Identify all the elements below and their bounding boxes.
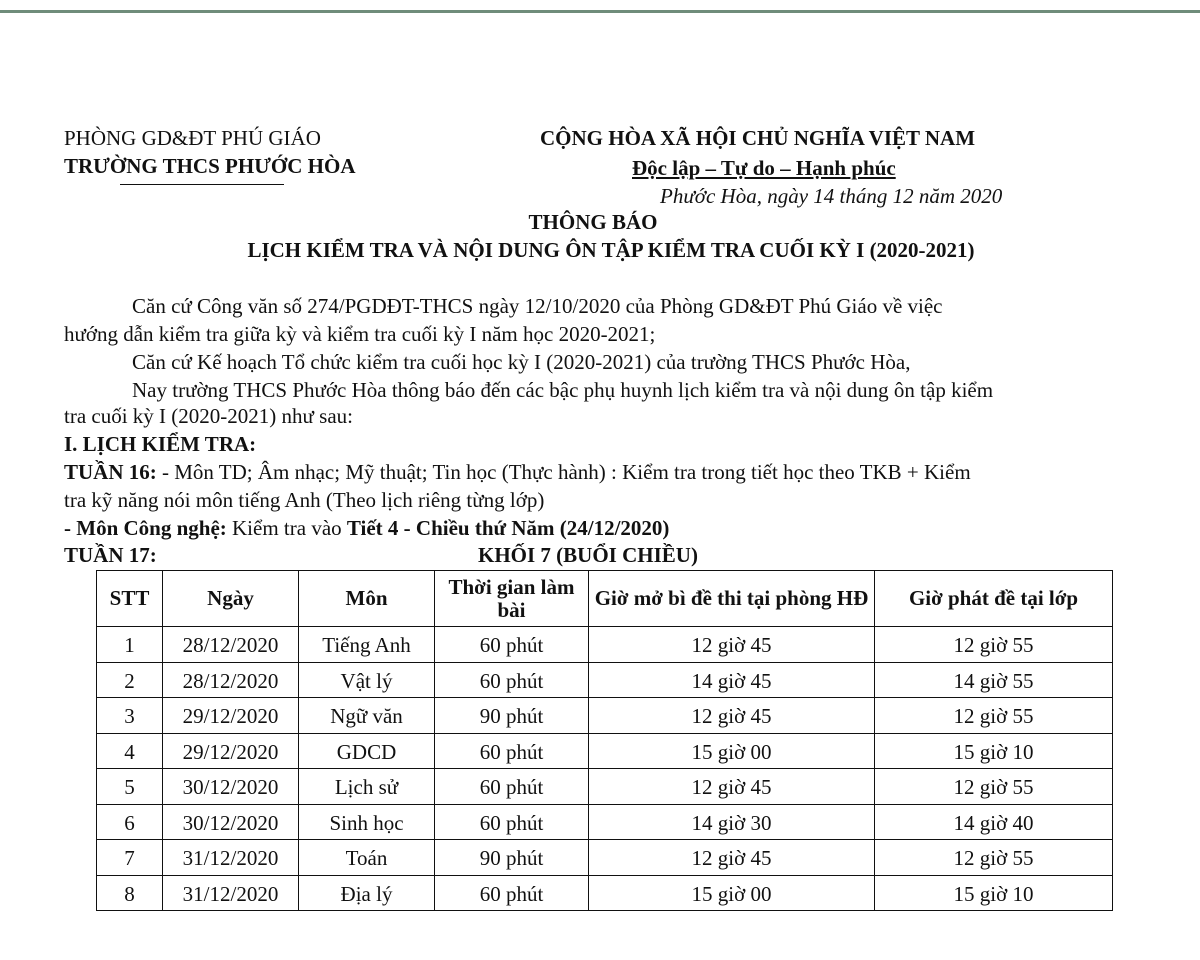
cell-distribute-time: 15 giờ 10	[875, 875, 1113, 911]
notice-title: THÔNG BÁO	[528, 210, 658, 234]
cell-distribute-time: 14 giờ 40	[875, 804, 1113, 840]
cell-stt: 1	[97, 627, 163, 663]
cell-stt: 5	[97, 769, 163, 805]
cell-subject: Ngữ văn	[299, 698, 435, 734]
cell-stt: 8	[97, 875, 163, 911]
cell-subject: GDCD	[299, 733, 435, 769]
basis-paragraph-2: Căn cứ Kế hoạch Tổ chức kiểm tra cuối học kỳ I (2020-2021) của trường THCS Phước Hòa,	[132, 350, 911, 374]
cell-duration: 90 phút	[435, 840, 589, 876]
cell-stt: 3	[97, 698, 163, 734]
cell-open-time: 15 giờ 00	[589, 733, 875, 769]
table-row	[97, 840, 1113, 876]
cell-duration: 60 phút	[435, 733, 589, 769]
cell-open-time: 14 giờ 30	[589, 804, 875, 840]
national-motto: Độc lập – Tự do – Hạnh phúc	[632, 156, 896, 180]
table-row	[97, 804, 1113, 840]
cell-distribute-time: 12 giờ 55	[875, 698, 1113, 734]
cell-subject: Tiếng Anh	[299, 627, 435, 663]
section-heading: I. LỊCH KIỂM TRA:	[64, 432, 257, 456]
cell-subject: Vật lý	[299, 662, 435, 698]
cell-date: 31/12/2020	[163, 840, 299, 876]
col-header-distribute-time: Giờ phát đề tại lớp	[875, 571, 1113, 627]
technology-line	[64, 516, 669, 541]
cell-duration: 60 phút	[435, 627, 589, 663]
week16-text-cont: tra kỹ năng nói môn tiếng Anh (Theo lịch riêng từng lớp)	[64, 488, 545, 512]
date-line: Phước Hòa, ngày 14 tháng 12 năm 2020	[660, 184, 1003, 208]
table-row	[97, 769, 1113, 805]
cell-open-time: 15 giờ 00	[589, 875, 875, 911]
col-header-open-time: Giờ mở bì đề thi tại phòng HĐ	[589, 571, 875, 627]
cell-distribute-time: 12 giờ 55	[875, 840, 1113, 876]
week16-text: - Môn TD; Âm nhạc; Mỹ thuật; Tin học (Thực hành) : Kiểm tra trong tiết học theo TKB + Kiểm	[156, 460, 971, 484]
notice-subtitle: LỊCH KIỂM TRA VÀ NỘI DUNG ÔN TẬP KIỂM TRA CUỐI KỲ I (2020-2021)	[247, 238, 975, 262]
cell-open-time: 12 giờ 45	[589, 840, 875, 876]
cell-duration: 60 phút	[435, 769, 589, 805]
department-name: PHÒNG GD&ĐT PHÚ GIÁO	[64, 126, 321, 150]
cell-date: 30/12/2020	[163, 804, 299, 840]
basis-paragraph-1: Căn cứ Công văn số 274/PGDĐT-THCS ngày 12/10/2020 của Phòng GD&ĐT Phú Giáo về việc	[132, 294, 943, 318]
cell-date: 30/12/2020	[163, 769, 299, 805]
col-header-stt: STT	[97, 571, 163, 627]
table-row	[97, 875, 1113, 911]
announcement-paragraph-cont: tra cuối kỳ I (2020-2021) như sau:	[64, 404, 353, 428]
cell-subject: Địa lý	[299, 875, 435, 911]
col-header-subject: Môn	[299, 571, 435, 627]
cell-date: 31/12/2020	[163, 875, 299, 911]
technology-mid: Kiểm tra vào	[226, 516, 347, 540]
cell-stt: 7	[97, 840, 163, 876]
cell-subject: Toán	[299, 840, 435, 876]
technology-label: - Môn Công nghệ:	[64, 516, 227, 540]
basis-paragraph-1-cont: hướng dẫn kiểm tra giữa kỳ và kiểm tra cuối kỳ I năm học 2020-2021;	[64, 322, 656, 346]
cell-subject: Sinh học	[299, 804, 435, 840]
col-header-duration: Thời gian làm bài	[435, 571, 589, 627]
col-header-date: Ngày	[163, 571, 299, 627]
cell-date: 28/12/2020	[163, 627, 299, 663]
cell-duration: 90 phút	[435, 698, 589, 734]
week16-label: TUẦN 16:	[64, 460, 157, 484]
cell-open-time: 12 giờ 45	[589, 769, 875, 805]
cell-subject: Lịch sử	[299, 769, 435, 805]
week17-label: TUẦN 17:	[64, 543, 157, 567]
announcement-paragraph: Nay trường THCS Phước Hòa thông báo đến các bậc phụ huynh lịch kiểm tra và nội dung ôn tập kiểm	[132, 378, 994, 402]
week16-line	[64, 460, 971, 485]
cell-distribute-time: 12 giờ 55	[875, 769, 1113, 805]
cell-date: 29/12/2020	[163, 698, 299, 734]
school-name: TRƯỜNG THCS PHƯỚC HÒA	[64, 154, 356, 178]
exam-schedule-table	[96, 570, 1113, 911]
scan-top-border	[0, 10, 1200, 13]
table-row	[97, 662, 1113, 698]
grade-label: KHỐI 7 (BUỔI CHIỀU)	[478, 543, 698, 567]
cell-stt: 6	[97, 804, 163, 840]
table-header-row	[97, 571, 1113, 627]
cell-duration: 60 phút	[435, 875, 589, 911]
cell-distribute-time: 12 giờ 55	[875, 627, 1113, 663]
cell-duration: 60 phút	[435, 804, 589, 840]
table-row	[97, 627, 1113, 663]
table-row	[97, 733, 1113, 769]
cell-distribute-time: 15 giờ 10	[875, 733, 1113, 769]
cell-open-time: 12 giờ 45	[589, 698, 875, 734]
cell-duration: 60 phút	[435, 662, 589, 698]
country-name: CỘNG HÒA XÃ HỘI CHỦ NGHĨA VIỆT NAM	[540, 126, 976, 150]
school-underline	[120, 184, 284, 185]
cell-stt: 4	[97, 733, 163, 769]
technology-time: Tiết 4 - Chiều thứ Năm (24/12/2020)	[346, 516, 670, 540]
cell-stt: 2	[97, 662, 163, 698]
cell-open-time: 14 giờ 45	[589, 662, 875, 698]
cell-date: 28/12/2020	[163, 662, 299, 698]
table-row	[97, 698, 1113, 734]
cell-distribute-time: 14 giờ 55	[875, 662, 1113, 698]
cell-open-time: 12 giờ 45	[589, 627, 875, 663]
cell-date: 29/12/2020	[163, 733, 299, 769]
